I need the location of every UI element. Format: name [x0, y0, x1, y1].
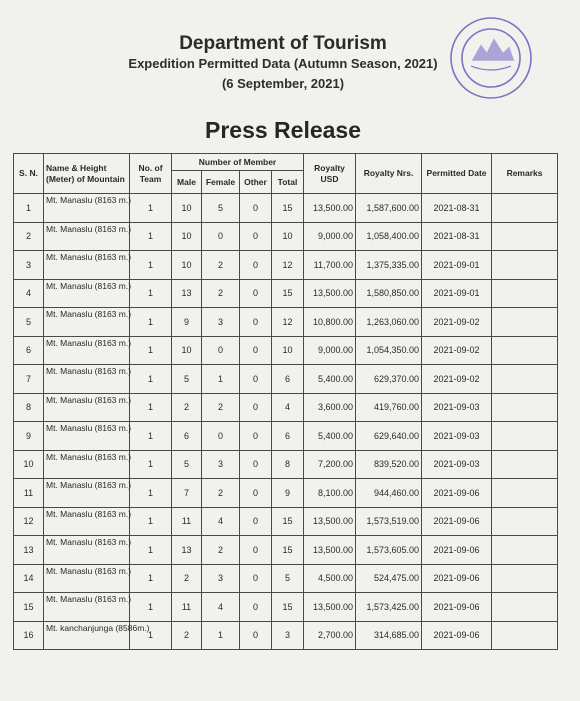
- col-remarks: Remarks: [492, 154, 558, 194]
- cell-female: 3: [202, 308, 240, 337]
- cell-other: 0: [240, 564, 272, 593]
- cell-sn: 5: [14, 308, 44, 337]
- cell-total: 15: [272, 593, 304, 622]
- cell-sn: 15: [14, 593, 44, 622]
- official-seal-icon: [447, 14, 535, 102]
- cell-total: 5: [272, 564, 304, 593]
- cell-other: 0: [240, 365, 272, 394]
- cell-total: 12: [272, 251, 304, 280]
- cell-sn: 2: [14, 222, 44, 251]
- cell-royalty-nrs: 1,058,400.00: [356, 222, 422, 251]
- cell-royalty-usd: 3,600.00: [304, 393, 356, 422]
- cell-other: 0: [240, 479, 272, 508]
- cell-royalty-usd: 13,500.00: [304, 507, 356, 536]
- cell-other: 0: [240, 251, 272, 280]
- cell-remarks: [492, 393, 558, 422]
- col-sn: S. N.: [14, 154, 44, 194]
- cell-date: 2021-09-03: [422, 450, 492, 479]
- cell-sn: 11: [14, 479, 44, 508]
- press-release-heading: Press Release: [204, 117, 361, 143]
- cell-female: 2: [202, 536, 240, 565]
- cell-royalty-nrs: 1,587,600.00: [356, 194, 422, 223]
- table-row: [14, 536, 558, 565]
- cell-male: 9: [172, 308, 202, 337]
- cell-male: 10: [172, 251, 202, 280]
- cell-royalty-nrs: 1,263,060.00: [356, 308, 422, 337]
- cell-sn: 13: [14, 536, 44, 565]
- cell-remarks: [492, 621, 558, 650]
- cell-total: 10: [272, 222, 304, 251]
- col-other: Other: [240, 171, 272, 194]
- cell-sn: 14: [14, 564, 44, 593]
- page-subtitle: Expedition Permitted Data (Autumn Season, 2021): [128, 56, 438, 71]
- cell-royalty-usd: 5,400.00: [304, 422, 356, 451]
- table-row: [14, 251, 558, 280]
- cell-male: 2: [172, 564, 202, 593]
- cell-female: 4: [202, 593, 240, 622]
- cell-royalty-nrs: 1,375,335.00: [356, 251, 422, 280]
- cell-teams: 1: [130, 422, 172, 451]
- cell-female: 2: [202, 393, 240, 422]
- table-row: [14, 336, 558, 365]
- cell-royalty-nrs: 1,580,850.00: [356, 279, 422, 308]
- cell-name: Mt. Manaslu (8163 m.): [44, 593, 130, 622]
- cell-remarks: [492, 564, 558, 593]
- cell-sn: 10: [14, 450, 44, 479]
- cell-name: Mt. Manaslu (8163 m.): [44, 251, 130, 280]
- cell-total: 15: [272, 279, 304, 308]
- cell-royalty-nrs: 839,520.00: [356, 450, 422, 479]
- cell-royalty-usd: 10,800.00: [304, 308, 356, 337]
- table-row: [14, 222, 558, 251]
- cell-male: 5: [172, 365, 202, 394]
- cell-royalty-nrs: 629,640.00: [356, 422, 422, 451]
- cell-royalty-usd: 2,700.00: [304, 621, 356, 650]
- cell-female: 1: [202, 365, 240, 394]
- cell-name: Mt. Manaslu (8163 m.): [44, 365, 130, 394]
- cell-total: 12: [272, 308, 304, 337]
- col-male: Male: [172, 171, 202, 194]
- cell-total: 10: [272, 336, 304, 365]
- cell-royalty-usd: 4,500.00: [304, 564, 356, 593]
- table-row: [14, 308, 558, 337]
- cell-total: 15: [272, 194, 304, 223]
- cell-female: 5: [202, 194, 240, 223]
- expedition-table: [13, 153, 558, 650]
- cell-sn: 4: [14, 279, 44, 308]
- cell-royalty-nrs: 314,685.00: [356, 621, 422, 650]
- cell-name: Mt. Manaslu (8163 m.): [44, 450, 130, 479]
- cell-royalty-nrs: 419,760.00: [356, 393, 422, 422]
- col-royalty-nrs: Royalty Nrs.: [356, 154, 422, 194]
- cell-royalty-usd: 9,000.00: [304, 222, 356, 251]
- cell-royalty-usd: 8,100.00: [304, 479, 356, 508]
- cell-sn: 12: [14, 507, 44, 536]
- cell-royalty-usd: 11,700.00: [304, 251, 356, 280]
- cell-other: 0: [240, 308, 272, 337]
- cell-royalty-nrs: 524,475.00: [356, 564, 422, 593]
- cell-remarks: [492, 279, 558, 308]
- cell-sn: 1: [14, 194, 44, 223]
- table-row: [14, 422, 558, 451]
- table-row: [14, 479, 558, 508]
- cell-teams: 1: [130, 308, 172, 337]
- cell-total: 8: [272, 450, 304, 479]
- cell-female: 2: [202, 279, 240, 308]
- cell-date: 2021-09-02: [422, 308, 492, 337]
- cell-remarks: [492, 422, 558, 451]
- cell-date: 2021-09-01: [422, 279, 492, 308]
- cell-teams: 1: [130, 564, 172, 593]
- cell-total: 15: [272, 507, 304, 536]
- cell-royalty-usd: 13,500.00: [304, 194, 356, 223]
- cell-name: Mt. Manaslu (8163 m.): [44, 479, 130, 508]
- cell-total: 6: [272, 365, 304, 394]
- cell-female: 3: [202, 450, 240, 479]
- cell-male: 5: [172, 450, 202, 479]
- cell-remarks: [492, 536, 558, 565]
- cell-male: 10: [172, 222, 202, 251]
- cell-royalty-nrs: 1,573,425.00: [356, 593, 422, 622]
- col-royalty-usd: Royalty USD: [304, 154, 356, 194]
- cell-date: 2021-09-06: [422, 593, 492, 622]
- table-body: [14, 194, 558, 650]
- cell-remarks: [492, 336, 558, 365]
- col-name: Name & Height (Meter) of Mountain: [44, 154, 130, 194]
- cell-date: 2021-09-02: [422, 365, 492, 394]
- cell-female: 2: [202, 251, 240, 280]
- cell-other: 0: [240, 279, 272, 308]
- cell-total: 3: [272, 621, 304, 650]
- cell-other: 0: [240, 621, 272, 650]
- cell-female: 0: [202, 222, 240, 251]
- cell-remarks: [492, 251, 558, 280]
- col-total: Total: [272, 171, 304, 194]
- cell-name: Mt. Manaslu (8163 m.): [44, 222, 130, 251]
- cell-royalty-nrs: 1,573,519.00: [356, 507, 422, 536]
- cell-female: 0: [202, 336, 240, 365]
- table-row: [14, 450, 558, 479]
- cell-royalty-nrs: 1,573,605.00: [356, 536, 422, 565]
- table-row: [14, 365, 558, 394]
- cell-remarks: [492, 308, 558, 337]
- cell-name: Mt. Manaslu (8163 m.): [44, 507, 130, 536]
- cell-remarks: [492, 593, 558, 622]
- cell-teams: 1: [130, 593, 172, 622]
- col-female: Female: [202, 171, 240, 194]
- cell-other: 0: [240, 422, 272, 451]
- cell-name: Mt. Manaslu (8163 m.): [44, 194, 130, 223]
- cell-remarks: [492, 507, 558, 536]
- cell-other: 0: [240, 222, 272, 251]
- cell-remarks: [492, 450, 558, 479]
- cell-male: 13: [172, 279, 202, 308]
- cell-royalty-nrs: 1,054,350.00: [356, 336, 422, 365]
- cell-royalty-usd: 13,500.00: [304, 279, 356, 308]
- col-members: Number of Member: [172, 154, 304, 171]
- cell-teams: 1: [130, 536, 172, 565]
- cell-date: 2021-09-03: [422, 422, 492, 451]
- cell-name: Mt. Manaslu (8163 m.): [44, 336, 130, 365]
- cell-date: 2021-09-02: [422, 336, 492, 365]
- cell-sn: 6: [14, 336, 44, 365]
- cell-male: 13: [172, 536, 202, 565]
- cell-female: 0: [202, 422, 240, 451]
- cell-royalty-usd: 5,400.00: [304, 365, 356, 394]
- cell-remarks: [492, 222, 558, 251]
- table-row: [14, 564, 558, 593]
- cell-date: 2021-09-06: [422, 621, 492, 650]
- cell-other: 0: [240, 593, 272, 622]
- cell-female: 4: [202, 507, 240, 536]
- cell-date: 2021-09-06: [422, 479, 492, 508]
- cell-date: 2021-09-01: [422, 251, 492, 280]
- cell-remarks: [492, 365, 558, 394]
- cell-name: Mt. kanchanjunga (8586m.): [44, 621, 130, 650]
- cell-date: 2021-09-03: [422, 393, 492, 422]
- page-title: Department of Tourism: [179, 33, 387, 54]
- cell-teams: 1: [130, 222, 172, 251]
- cell-sn: 16: [14, 621, 44, 650]
- cell-other: 0: [240, 393, 272, 422]
- table-row: [14, 593, 558, 622]
- cell-other: 0: [240, 507, 272, 536]
- cell-royalty-usd: 13,500.00: [304, 536, 356, 565]
- cell-female: 2: [202, 479, 240, 508]
- cell-name: Mt. Manaslu (8163 m.): [44, 422, 130, 451]
- cell-male: 2: [172, 393, 202, 422]
- cell-sn: 8: [14, 393, 44, 422]
- cell-name: Mt. Manaslu (8163 m.): [44, 308, 130, 337]
- cell-other: 0: [240, 336, 272, 365]
- cell-date: 2021-08-31: [422, 194, 492, 223]
- cell-male: 10: [172, 336, 202, 365]
- cell-teams: 1: [130, 336, 172, 365]
- col-teams: No. of Team: [130, 154, 172, 194]
- cell-male: 11: [172, 507, 202, 536]
- cell-total: 9: [272, 479, 304, 508]
- cell-royalty-usd: 7,200.00: [304, 450, 356, 479]
- cell-remarks: [492, 479, 558, 508]
- cell-royalty-nrs: 629,370.00: [356, 365, 422, 394]
- cell-male: 6: [172, 422, 202, 451]
- cell-name: Mt. Manaslu (8163 m.): [44, 564, 130, 593]
- cell-other: 0: [240, 194, 272, 223]
- cell-teams: 1: [130, 365, 172, 394]
- cell-teams: 1: [130, 507, 172, 536]
- cell-teams: 1: [130, 251, 172, 280]
- cell-sn: 9: [14, 422, 44, 451]
- table-row: [14, 507, 558, 536]
- cell-male: 10: [172, 194, 202, 223]
- cell-total: 15: [272, 536, 304, 565]
- cell-teams: 1: [130, 393, 172, 422]
- cell-total: 6: [272, 422, 304, 451]
- cell-female: 3: [202, 564, 240, 593]
- table-row: [14, 194, 558, 223]
- cell-date: 2021-08-31: [422, 222, 492, 251]
- cell-teams: 1: [130, 479, 172, 508]
- cell-remarks: [492, 194, 558, 223]
- cell-other: 0: [240, 536, 272, 565]
- cell-name: Mt. Manaslu (8163 m.): [44, 536, 130, 565]
- cell-date: 2021-09-06: [422, 507, 492, 536]
- cell-sn: 3: [14, 251, 44, 280]
- table-row: [14, 279, 558, 308]
- cell-sn: 7: [14, 365, 44, 394]
- cell-date: 2021-09-06: [422, 564, 492, 593]
- cell-teams: 1: [130, 194, 172, 223]
- cell-female: 1: [202, 621, 240, 650]
- cell-male: 2: [172, 621, 202, 650]
- cell-male: 11: [172, 593, 202, 622]
- release-date: (6 September, 2021): [221, 76, 345, 91]
- cell-royalty-usd: 13,500.00: [304, 593, 356, 622]
- col-permitted-date: Permitted Date: [422, 154, 492, 194]
- cell-teams: 1: [130, 279, 172, 308]
- cell-date: 2021-09-06: [422, 536, 492, 565]
- cell-royalty-usd: 9,000.00: [304, 336, 356, 365]
- table-row: [14, 621, 558, 650]
- table-row: [14, 393, 558, 422]
- cell-name: Mt. Manaslu (8163 m.): [44, 393, 130, 422]
- cell-male: 7: [172, 479, 202, 508]
- cell-name: Mt. Manaslu (8163 m.): [44, 279, 130, 308]
- cell-teams: 1: [130, 450, 172, 479]
- cell-teams: 1: [130, 621, 172, 650]
- cell-other: 0: [240, 450, 272, 479]
- cell-royalty-nrs: 944,460.00: [356, 479, 422, 508]
- cell-total: 4: [272, 393, 304, 422]
